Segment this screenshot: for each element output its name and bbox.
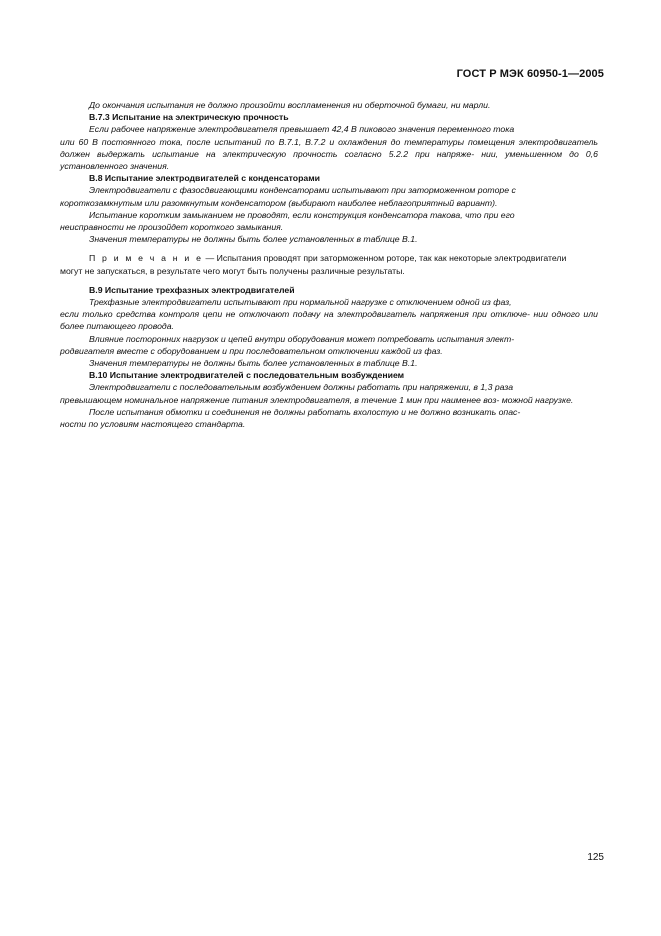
section-b73-title: В.7.3 Испытание на электрическую прочность — [89, 112, 289, 123]
paragraph-b9-3: Значения температуры не должны быть более установленных в таблице В.1. — [89, 358, 418, 369]
paragraph-b8-3: Значения температуры не должны быть более установленных в таблице В.1. — [89, 234, 418, 245]
paragraph-b10-1-line1: Электродвигатели с последовательным возбуждением должны работать при напряжении, в 1,3 раза — [89, 382, 514, 393]
paragraph-b10-2-line1: После испытания обмотки и соединения не должны работать вхолостую и не должно возникать опас- — [89, 406, 521, 417]
note-line1 — [89, 252, 598, 264]
note-spacer-after — [89, 277, 598, 284]
paragraph-b9-2-cont: родвигателя вместе с оборудованием и при последовательном отключении каждой из фаз. — [60, 345, 443, 356]
paragraph-b10-1-cont: превышающем номинальное напряжение питания электродвигателя, в течение 1 мин при наименее воз- можной нагрузке. — [60, 394, 574, 405]
note-spacer — [89, 245, 598, 252]
paragraph-b8-1-line1: Электродвигатели с фазосдвигающими конденсаторами испытывают при заторможенном роторе с — [89, 185, 516, 196]
paragraph-ignition: До окончания испытания не должно произойти воспламенения ни оберточной бумаги, ни марли. — [89, 100, 491, 110]
paragraph-b9-1-line1: Трехфазные электродвигатели испытывают при нормальной нагрузке с отключением одной из фаз, — [89, 297, 512, 308]
paragraph-b73-line1: Если рабочее напряжение электродвигателя превышает 42,4 В пикового значения переменного тока — [89, 124, 515, 135]
section-b10-title: В.10 Испытание электродвигателей с последовательным возбуждением — [89, 370, 405, 381]
paragraph-b9-1-cont: если только средства контроля цепи не отключают подачу на электродвигатель напряжения при отключе- нии одного или более питающего провода. — [60, 309, 598, 332]
paragraph-b8-2-line1: Испытание коротким замыканием не проводят, если конструкция конденсатора такова, что при его — [89, 209, 515, 220]
standard-header: ГОСТ Р МЭК 60950-1—2005 — [456, 68, 604, 80]
paragraph-b73-cont: или 60 В постоянного тока, после испытаний по В.7.1, В.7.2 и охлаждения до температуры помещения электродвигатель должен выдержать испытание на электрическую прочность согласно 5.2.2 при напряже- нии, уменьшенном до 0,6 установленного значения. — [60, 136, 598, 172]
note-text: — Испытания проводят при заторможенном роторе, так как некоторые электродвигатели — [203, 253, 567, 264]
section-b8-title: В.8 Испытание электродвигателей с конденсаторами — [89, 173, 320, 184]
section-b9-title: В.9 Испытание трехфазных электродвигателей — [89, 284, 295, 295]
paragraph-b9-2-line1: Влияние посторонних нагрузок и цепей внутри оборудования может потребовать испытания элект- — [89, 333, 515, 344]
paragraph-b8-1-cont: короткозамкнутым или разомкнутым конденсатором (выбирают наиболее неблагоприятный вариант). — [60, 197, 498, 208]
paragraph-b10-2-cont: ности по условиям настоящего стандарта. — [60, 419, 246, 430]
document-body — [60, 99, 598, 430]
note-line2: могут не запускаться, в результате чего могут быть получены различные результаты. — [60, 265, 405, 276]
page-number: 125 — [587, 852, 604, 863]
note-label: П р и м е ч а н и е — [89, 253, 204, 264]
paragraph-b8-2-cont: неисправности не произойдет короткого замыкания. — [60, 222, 284, 233]
